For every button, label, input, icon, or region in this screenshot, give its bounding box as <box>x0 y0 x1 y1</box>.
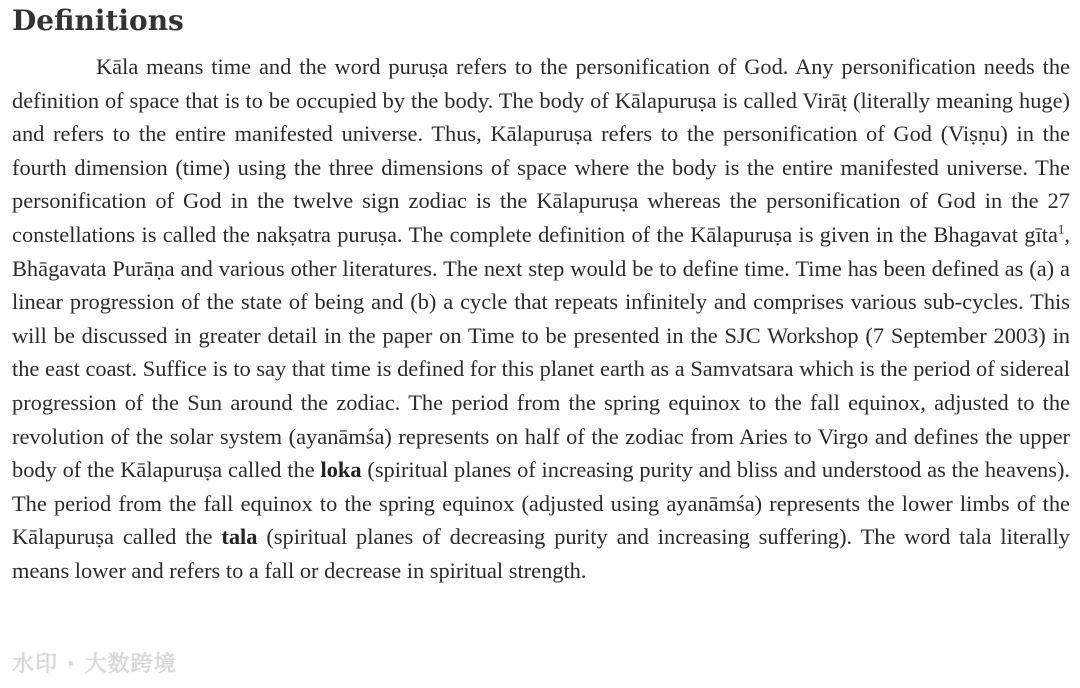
paragraph-text-part-1: Kāla means time and the word puruṣa refers to the personification of God. Any personification needs the definition of space that is to be occupied by the body. The body of Kālapuruṣa is called Virāṭ (literally meaning huge) and refers to the entire manifested universe. Thus, Kālapuruṣa refers to the personification of God (Viṣṇu) in the fourth dimension (time) using the three dimensions of space where the body is the entire manifested universe. The personification of God in the twelve sign zodiac is the Kālapuruṣa whereas the personification of God in the 27 constellations is called the nakṣatra puruṣa. The complete definition of the Kālapuruṣa is given in the Bhagavat gīta <box>12 54 1070 247</box>
term-loka: loka <box>320 457 362 483</box>
term-tala: tala <box>221 524 258 550</box>
body-paragraph <box>12 50 1070 588</box>
paragraph-text-part-3: (spiritual planes of increasing purity and bliss and understood as the heavens). The period from the fall equinox to the spring equinox (adjusted using ayanāmśa) represents the lower limbs of the Kālapuruṣa called the <box>12 457 1070 550</box>
footnote-marker[interactable]: 1 <box>1057 221 1065 237</box>
section-heading: Definitions <box>12 4 184 37</box>
watermark: 水印 · 大数跨境 <box>12 652 177 677</box>
paragraph-text-part-4: (spiritual planes of decreasing purity and increasing suffering). The word tala literally means lower and refers to a fall or decrease in spiritual strength. <box>12 524 1071 583</box>
paragraph-text-part-2: , Bhāgavata Purāṇa and various other literatures. The next step would be to define time. Time has been defined as (a) a linear progression of the state of being and (b) a cycle that repeats infinitely and comprises various sub-cycles. This will be discussed in greater detail in the paper on Time to be presented in the SJC Workshop (7 September 2003) in the east coast. Suffice is to say that time is defined for this planet earth as a Samvatsara which is the period of sidereal progression of the Sun around the zodiac. The period from the spring equinox to the fall equinox, adjusted to the revolution of the solar system (ayanāmśa) represents on half of the zodiac from Aries to Virgo and defines the upper body of the Kālapuruṣa called the <box>12 221 1070 483</box>
